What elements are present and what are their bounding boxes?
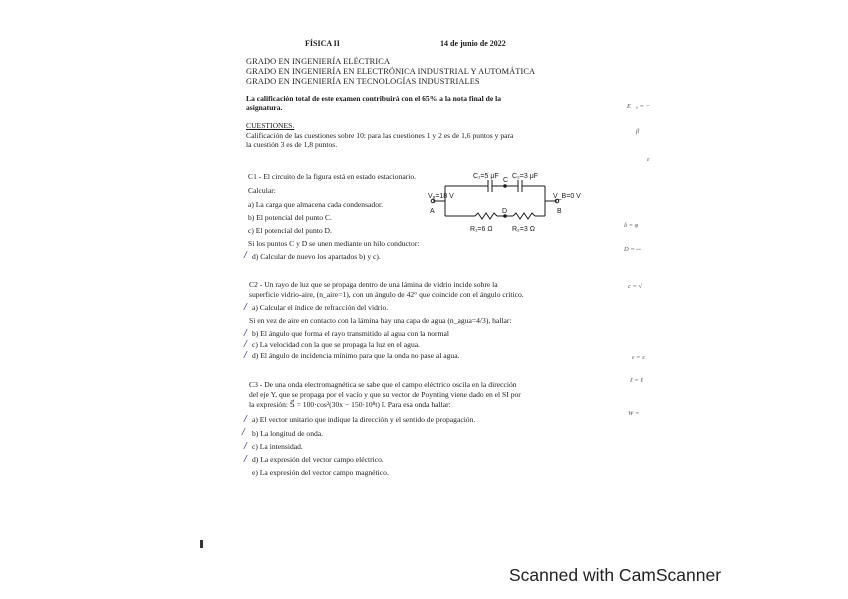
margin-fragment: ℓ = ℓ: [630, 377, 644, 384]
c1-item-a: a) La carga que almacena cada condensador.: [248, 200, 383, 209]
pen-check-mark: /: [244, 414, 247, 425]
scanner-watermark: Scanned with CamScanner: [509, 565, 722, 585]
c3-item-a: a) El vector unitario que indique la dirección y el sentido de propagación.: [252, 415, 476, 424]
c1-item-b: b) El potencial del punto C.: [248, 213, 332, 222]
margin-fragment: D = ─: [624, 246, 641, 253]
label-a: A: [430, 208, 435, 215]
c2-line: Si en vez de aire en contacto con la lámina hay una capa de agua (n_agua=4/3), hallar:: [249, 316, 512, 325]
c3-item-e: e) La expresión del vector campo magnético.: [252, 468, 389, 477]
margin-fragment: c = √: [628, 283, 643, 290]
c2-item-a: a) Calcular el índice de refracción del vidrio.: [252, 303, 389, 312]
pen-check-mark: /: [244, 328, 247, 339]
pen-check-mark: /: [244, 339, 247, 350]
pen-check-mark: /: [244, 454, 247, 465]
c2-statement: superficie vidrio-aire, (n_aire=1), con un ángulo de 42° que coincide con el ángulo crítico.: [249, 290, 524, 299]
c2-item-b: b) El ángulo que forma el rayo transmitido al agua con la normal: [252, 329, 449, 338]
intro-line: asignatura.: [246, 103, 283, 112]
exam-date: 14 de junio de 2022: [440, 39, 506, 48]
c1-line: Si los puntos C y D se unen mediante un hilo conductor:: [248, 239, 420, 248]
label-c2: C₂=3 μF: [512, 173, 539, 180]
margin-fragment: β: [636, 128, 640, 135]
page-edge: [200, 540, 203, 548]
node-c: [503, 184, 507, 188]
c3-item-d: d) La expresión del vector campo eléctrico.: [252, 455, 384, 464]
intro-line: La calificación total de este examen contribuirá con el 65% a la nota final de la: [246, 94, 501, 103]
pen-check-mark: /: [244, 350, 247, 361]
pen-check-mark: /: [244, 302, 247, 313]
label-vb: V_B=0 V: [553, 193, 581, 200]
degree-line: GRADO EN INGENIERÍA ELÉCTRICA: [246, 57, 391, 66]
c2-item-c: c) La velocidad con la que se propaga la luz en el agua.: [252, 340, 421, 349]
degree-line: GRADO EN INGENIERÍA EN ELECTRÓNICA INDUSTRIAL Y AUTOMÁTICA: [246, 67, 536, 76]
pen-check-mark: /: [244, 441, 247, 452]
c1-item-c: c) El potencial del punto D.: [248, 226, 332, 235]
label-va: Vₐ=18 V: [428, 193, 454, 200]
margin-fragment: δ = φ: [624, 222, 639, 229]
c3-statement: C3 - De una onda electromagnética se sabe que el campo eléctrico oscila en la dirección: [249, 380, 517, 389]
c1-item-d: d) Calcular de nuevo los apartados b) y c).: [252, 252, 381, 261]
margin-fragment: E⃗ₐ = −: [627, 103, 650, 110]
margin-fragment: ε: [647, 156, 650, 163]
pen-check-mark: /: [242, 427, 245, 438]
c3-item-b: b) La longitud de onda.: [252, 429, 324, 438]
exam-subject: FÍSICA II: [305, 39, 340, 48]
margin-fragment: W =: [628, 410, 640, 417]
label-r2: R₂=3 Ω: [512, 226, 535, 233]
degree-line: GRADO EN INGENIERÍA EN TECNOLOGÍAS INDUSTRIALES: [246, 77, 480, 86]
grading-line: la cuestión 3 es de 1,8 puntos.: [246, 140, 338, 149]
c1-line: Calcular:: [248, 186, 276, 195]
margin-fragment: ε = ε: [632, 354, 645, 361]
pen-check-mark: /: [244, 250, 247, 261]
label-d: D: [502, 208, 508, 215]
label-r1: R₁=6 Ω: [470, 226, 493, 233]
c2-item-d: d) El ángulo de incidencia mínimo para que la onda no pase al agua.: [252, 351, 460, 360]
section-title: CUESTIONES.: [246, 121, 295, 130]
label-c1: C₁=5 μF: [473, 173, 499, 180]
label-c: C: [503, 177, 509, 184]
c1-statement: C1 - El circuito de la figura está en estado estacionario.: [248, 172, 417, 181]
c3-statement: del eje Y, que se propaga por el vacío y que su vector de Poynting viene dado en el SI por: [249, 390, 521, 399]
label-b: B: [557, 208, 562, 215]
c2-statement: C2 - Un rayo de luz que se propaga dentro de una lámina de vidrio incide sobre la: [249, 280, 498, 289]
circuit-diagram: [425, 168, 595, 236]
c3-equation: la expresión: S⃗ = 100·cos²(30x − 150·10⁸t) î. Para esa onda hallar:: [249, 400, 451, 409]
grading-line: Calificación de las cuestiones sobre 10: para las cuestiones 1 y 2 es de 1,6 puntos y para: [246, 131, 514, 140]
c3-item-c: c) La intensidad.: [252, 442, 303, 451]
